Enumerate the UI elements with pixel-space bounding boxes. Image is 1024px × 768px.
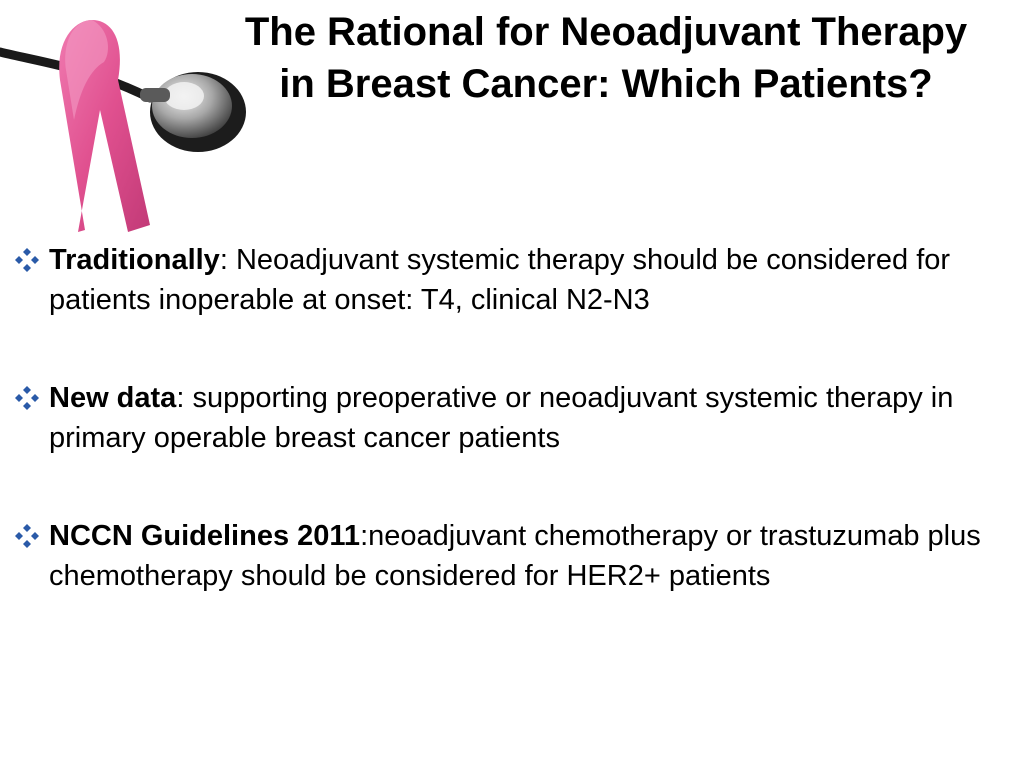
bullet-text: : Neoadjuvant systemic therapy should be considered for patients inoperable at onset: T4, clinical N2-N3 [49, 244, 951, 316]
title-line-1: The Rational for Neoadjuvant Therapy [244, 10, 968, 54]
bullet-list [0, 240, 1024, 654]
bullet-label: New data [49, 382, 177, 414]
slide-title [188, 6, 1024, 110]
bullet-label: NCCN Guidelines 2011 [49, 520, 361, 552]
bullet-text: : supporting preoperative or neoadjuvant systemic therapy in primary operable breast cancer patients [49, 382, 954, 454]
diamond-bullet-icon [14, 385, 40, 411]
bullet-item-new-data [0, 378, 1024, 458]
bullet-item-nccn-guidelines [0, 516, 1024, 596]
bullet-label: Traditionally [49, 244, 220, 276]
diamond-bullet-icon [14, 247, 40, 273]
bullet-item-traditionally [0, 240, 1024, 320]
bullet-text: :neoadjuvant chemotherapy or trastuzumab plus chemotherapy should be considered for HER2+ patients [49, 520, 981, 592]
diamond-bullet-icon [14, 523, 40, 549]
title-line-2: in Breast Cancer: Which Patients? [279, 62, 933, 106]
